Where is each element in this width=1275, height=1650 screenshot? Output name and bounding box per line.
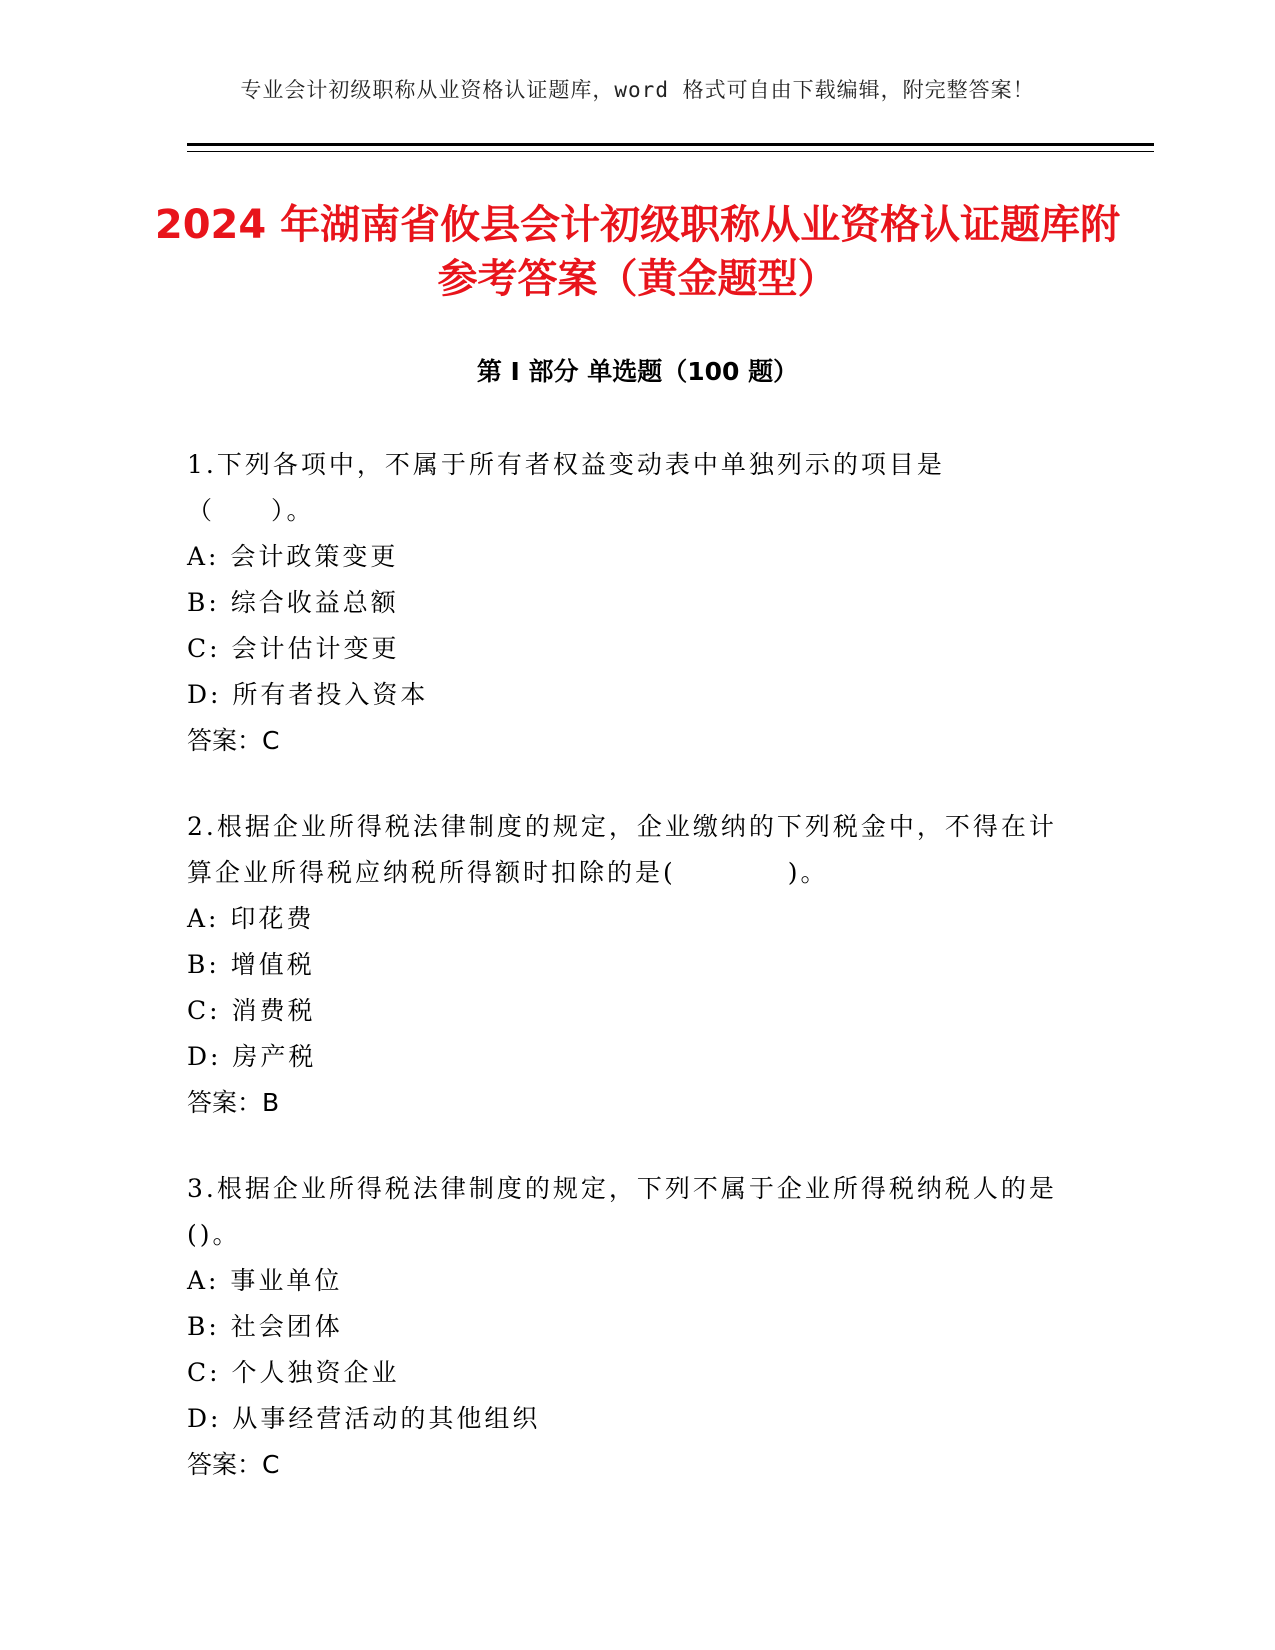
question-2 xyxy=(187,804,1067,1126)
question-list xyxy=(187,442,1067,1528)
answer: 答案：C xyxy=(187,726,280,755)
question-3 xyxy=(187,1166,1067,1488)
answer: 答案：B xyxy=(187,1088,280,1117)
question-1 xyxy=(187,442,1067,764)
option-c: C: 消费税 xyxy=(187,996,316,1025)
question-stem: 2.根据企业所得税法律制度的规定，企业缴纳的下列税金中，不得在计算企业所得税应纳税所得额时扣除的是( )。 xyxy=(187,812,1057,887)
section-heading: 第 I 部分 单选题（100 题） xyxy=(476,357,799,386)
option-c: C: 会计估计变更 xyxy=(187,634,400,663)
option-a: A: 事业单位 xyxy=(187,1266,343,1295)
option-b: B: 增值税 xyxy=(187,950,315,979)
option-d: D: 房产税 xyxy=(187,1042,317,1071)
header-rule-thick xyxy=(187,143,1154,146)
option-a: A: 印花费 xyxy=(187,904,315,933)
option-c: C: 个人独资企业 xyxy=(187,1358,400,1387)
header-rule-thin xyxy=(187,151,1154,152)
document-title: 2024 年湖南省攸县会计初级职称从业资格认证题库附参考答案（黄金题型） xyxy=(154,202,1121,302)
option-b: B: 综合收益总额 xyxy=(187,588,399,617)
option-d: D: 从事经营活动的其他组织 xyxy=(187,1404,541,1433)
option-b: B: 社会团体 xyxy=(187,1312,343,1341)
option-a: A: 会计政策变更 xyxy=(187,542,399,571)
header-note: 专业会计初级职称从业资格认证题库，word 格式可自由下载编辑，附完整答案！ xyxy=(240,78,1035,102)
answer: 答案：C xyxy=(187,1450,280,1479)
question-stem: 1.下列各项中，不属于所有者权益变动表中单独列示的项目是（ ）。 xyxy=(187,450,945,525)
option-d: D: 所有者投入资本 xyxy=(187,680,429,709)
question-stem: 3.根据企业所得税法律制度的规定，下列不属于企业所得税纳税人的是()。 xyxy=(187,1174,1057,1249)
